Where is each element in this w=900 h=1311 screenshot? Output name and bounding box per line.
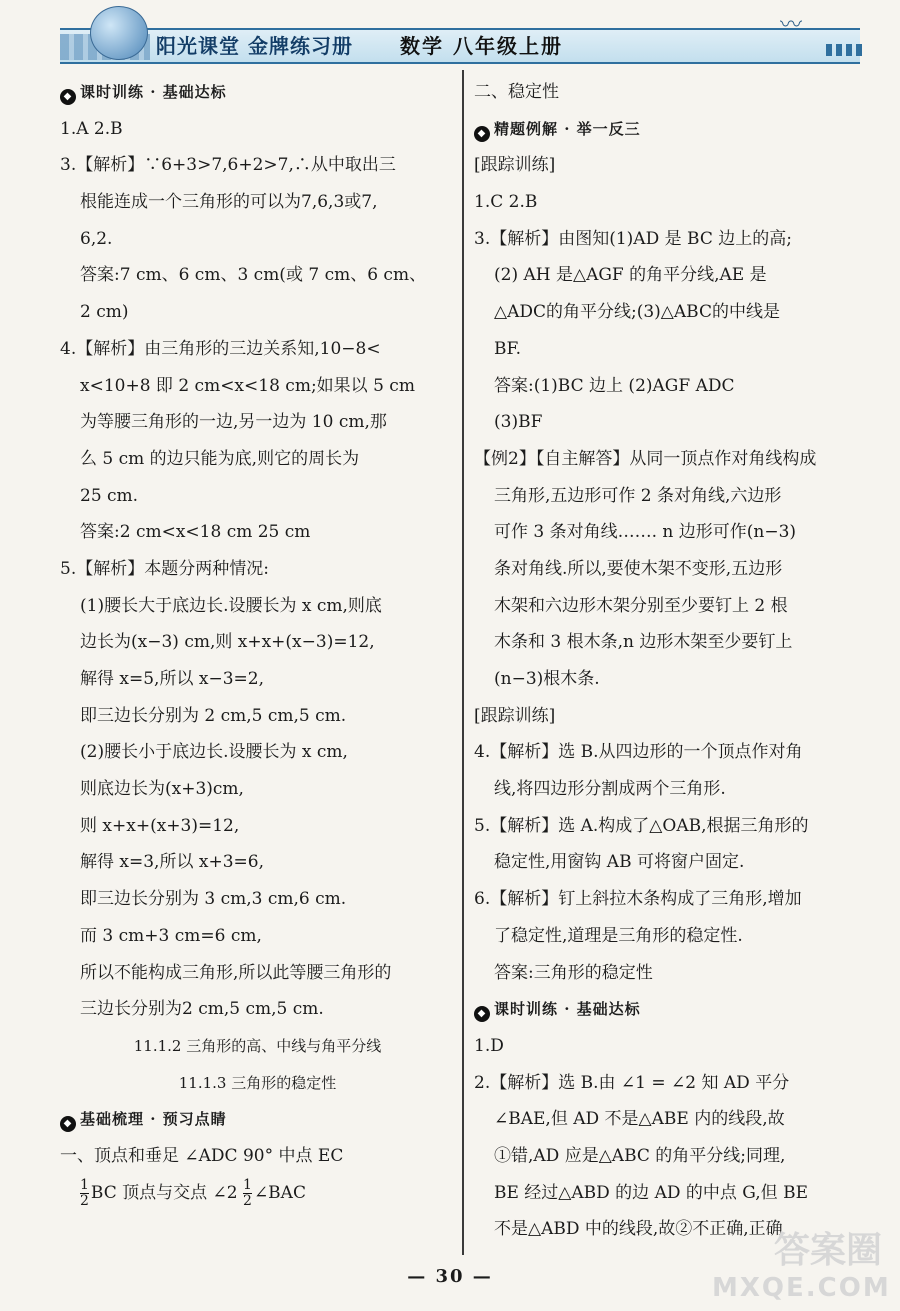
line-text: ①错,AD 应是△ABC 的角平分线;同理, (494, 1145, 786, 1166)
fraction (243, 1178, 252, 1209)
line-text: 根能连成一个三角形的可以为7,6,3或7, (80, 192, 378, 213)
line-text: 4.【解析】由三角形的三边关系知,10−8< (60, 338, 381, 359)
text-line (474, 331, 864, 368)
line-text: 答案:(1)BC 边上 (2)AGF ADC (494, 375, 735, 396)
text-line (60, 991, 455, 1028)
text-line (474, 624, 864, 661)
text-line (60, 844, 455, 881)
text-line (60, 881, 455, 918)
text-line (60, 478, 455, 515)
text-line (60, 955, 455, 992)
line-text: 一、顶点和垂足 ∠ADC 90° 中点 EC (60, 1145, 344, 1166)
text-line-fractions (60, 1175, 455, 1212)
line-text: 6.【解析】钉上斜拉木条构成了三角形,增加 (474, 889, 802, 910)
fraction-denominator: 2 (80, 1192, 89, 1209)
line-text: BE 经过△ABD 的边 AD 的中点 G,但 BE (494, 1182, 808, 1203)
line-text: 2.【解析】选 B.由 ∠1 = ∠2 知 AD 平分 (474, 1072, 790, 1093)
text-line (60, 624, 455, 661)
line-text: ∠BAC (253, 1182, 306, 1203)
page-header (0, 0, 900, 70)
line-text: BC 顶点与交点 ∠2 (90, 1182, 244, 1203)
text-line (60, 257, 455, 294)
text-line (60, 698, 455, 735)
text-line (474, 881, 864, 918)
line-text: 所以不能构成三角形,所以此等腰三角形的 (80, 962, 392, 983)
fraction-numerator: 1 (80, 1176, 89, 1193)
text-line (60, 441, 455, 478)
text-line (60, 588, 455, 625)
text-line (474, 808, 864, 845)
text-line (60, 661, 455, 698)
text-line (474, 1065, 864, 1102)
line-text: 则底边长为(x+3)cm, (80, 779, 244, 800)
line-text: △ADC的角平分线;(3)△ABC的中线是 (494, 302, 780, 323)
line-text: 11.1.2 三角形的高、中线与角平分线 (133, 1036, 382, 1055)
line-text: 2 cm) (80, 302, 129, 323)
line-text: (3)BF (494, 412, 543, 433)
page-number: — 30 — (407, 1266, 493, 1287)
line-text: 11.1.3 三角形的稳定性 (178, 1073, 337, 1092)
text-line (60, 368, 455, 405)
text-line (474, 955, 864, 992)
section-heading (474, 991, 864, 1028)
line-text: (2) AH 是△AGF 的角平分线,AE 是 (494, 265, 767, 286)
fraction (80, 1178, 89, 1209)
section-heading (60, 1101, 455, 1138)
watermark (712, 1222, 891, 1303)
text-line (60, 734, 455, 771)
line-text: 条对角线.所以,要使木架不变形,五边形 (494, 558, 783, 579)
text-line (60, 918, 455, 955)
line-text: 基础梳理 · 预习点睛 (80, 1110, 227, 1129)
line-text: (2)腰长小于底边长.设腰长为 x cm, (80, 742, 348, 763)
line-text: 为等腰三角形的一边,另一边为 10 cm,那 (80, 412, 387, 433)
fraction-denominator: 2 (243, 1192, 252, 1209)
line-text: 即三边长分别为 3 cm,3 cm,6 cm. (80, 889, 347, 910)
line-text: 3.【解析】∵6+3>7,6+2>7,∴从中取出三 (60, 155, 396, 176)
line-text: x<10+8 即 2 cm<x<18 cm;如果以 5 cm (80, 375, 415, 396)
line-text: 答案:三角形的稳定性 (494, 962, 653, 983)
subsection-title (60, 1065, 455, 1102)
line-text: 即三边长分别为 2 cm,5 cm,5 cm. (80, 705, 347, 726)
line-text: 而 3 cm+3 cm=6 cm, (80, 925, 262, 946)
line-text: 课时训练 · 基础达标 (80, 83, 227, 101)
section-bullet-icon: ◆ (60, 89, 76, 105)
line-text: 线,将四边形分割成两个三角形. (494, 779, 726, 800)
text-line (60, 1138, 455, 1175)
line-text: (1)腰长大于底边长.设腰长为 x cm,则底 (80, 595, 382, 616)
text-line (474, 294, 864, 331)
book-title: 阳光课堂 金牌练习册 (156, 34, 353, 58)
text-line (474, 1101, 864, 1138)
watermark-line2: MXQE.COM (712, 1273, 891, 1303)
line-text: ∠BAE,但 AD 不是△ABE 内的线段,故 (494, 1109, 785, 1130)
text-line (474, 771, 864, 808)
text-line (60, 514, 455, 551)
subsection-title (60, 1028, 455, 1065)
line-text: 1.A 2.B (60, 118, 123, 139)
line-text: 答案:2 cm<x<18 cm 25 cm (80, 522, 311, 543)
line-text: BF. (494, 338, 522, 359)
text-line (474, 368, 864, 405)
text-line (474, 147, 864, 184)
line-text: 了稳定性,道理是三角形的稳定性. (494, 925, 743, 946)
line-text: 5.【解析】本题分两种情况: (60, 558, 269, 579)
line-text: 解得 x=3,所以 x+3=6, (80, 852, 264, 873)
section-heading (474, 111, 864, 148)
line-text: 三边长分别为2 cm,5 cm,5 cm. (80, 999, 324, 1020)
text-line (60, 147, 455, 184)
line-text: 答案:7 cm、6 cm、3 cm(或 7 cm、6 cm、 (80, 265, 427, 286)
text-line (60, 294, 455, 331)
section-bullet-icon: ◆ (60, 1116, 76, 1132)
text-line (60, 221, 455, 258)
text-line (474, 918, 864, 955)
text-line (474, 844, 864, 881)
line-text: 3.【解析】由图知(1)AD 是 BC 边上的高; (474, 228, 792, 249)
text-line (60, 808, 455, 845)
line-text: 1.C 2.B (474, 192, 538, 213)
text-line (60, 771, 455, 808)
text-line (60, 551, 455, 588)
line-text: 25 cm. (80, 485, 139, 506)
text-line (60, 184, 455, 221)
fraction-numerator: 1 (243, 1176, 252, 1193)
line-text: 课时训练 · 基础达标 (494, 1000, 641, 1019)
chain-decoration (826, 44, 862, 56)
text-line (474, 551, 864, 588)
line-text: (n−3)根木条. (494, 669, 600, 689)
line-text: 可作 3 条对角线……. n 边形可作(n−3) (494, 522, 797, 543)
line-text: 【例2】【自主解答】从同一顶点作对角线构成 (474, 448, 817, 469)
column-divider (462, 70, 464, 1255)
line-text: 木架和六边形木架分别至少要钉上 2 根 (494, 595, 788, 616)
watermark-line1: 答案圈 (773, 1230, 882, 1271)
line-text: 1.D (474, 1035, 504, 1056)
line-text: 不是△ABD 中的线段,故②不正确,正确 (494, 1219, 783, 1240)
globe-icon (90, 6, 148, 60)
line-text: 边长为(x−3) cm,则 x+x+(x−3)=12, (80, 632, 375, 653)
line-text: 6,2. (80, 228, 113, 249)
text-line (60, 111, 455, 148)
text-line (474, 441, 864, 478)
birds-icon: 〰︎ (780, 13, 803, 38)
text-line (474, 74, 864, 111)
line-text: 二、稳定性 (474, 82, 559, 102)
left-column (60, 74, 455, 1211)
section-bullet-icon: ◆ (474, 1006, 490, 1022)
text-line (474, 404, 864, 441)
section-heading (60, 74, 455, 111)
line-text: 精题例解 · 举一反三 (494, 119, 641, 138)
text-line (474, 257, 864, 294)
text-line (60, 404, 455, 441)
section-bullet-icon: ◆ (474, 126, 490, 142)
text-line (474, 1028, 864, 1065)
text-line (474, 734, 864, 771)
text-line (60, 331, 455, 368)
line-text: 则 x+x+(x+3)=12, (80, 815, 240, 836)
line-text: 稳定性,用窗钩 AB 可将窗户固定. (494, 852, 745, 873)
text-line (474, 588, 864, 625)
text-line (474, 184, 864, 221)
text-line (474, 661, 864, 698)
right-column (474, 74, 864, 1248)
line-text: [跟踪训练] (474, 155, 556, 176)
line-text: 木条和 3 根木条,n 边形木架至少要钉上 (494, 632, 793, 653)
line-text: 么 5 cm 的边只能为底,则它的周长为 (80, 448, 360, 469)
text-line (474, 514, 864, 551)
text-line (474, 1175, 864, 1212)
text-line (474, 698, 864, 735)
line-text: 三角形,五边形可作 2 条对角线,六边形 (494, 485, 782, 506)
line-text: [跟踪训练] (474, 705, 556, 726)
text-line (474, 478, 864, 515)
line-text: 5.【解析】选 A.构成了△OAB,根据三角形的 (474, 815, 809, 836)
line-text: 4.【解析】选 B.从四边形的一个顶点作对角 (474, 742, 803, 763)
line-text: 解得 x=5,所以 x−3=2, (80, 669, 264, 689)
book-subject: 数学 八年级上册 (400, 34, 563, 58)
text-line (474, 221, 864, 258)
text-line (474, 1138, 864, 1175)
